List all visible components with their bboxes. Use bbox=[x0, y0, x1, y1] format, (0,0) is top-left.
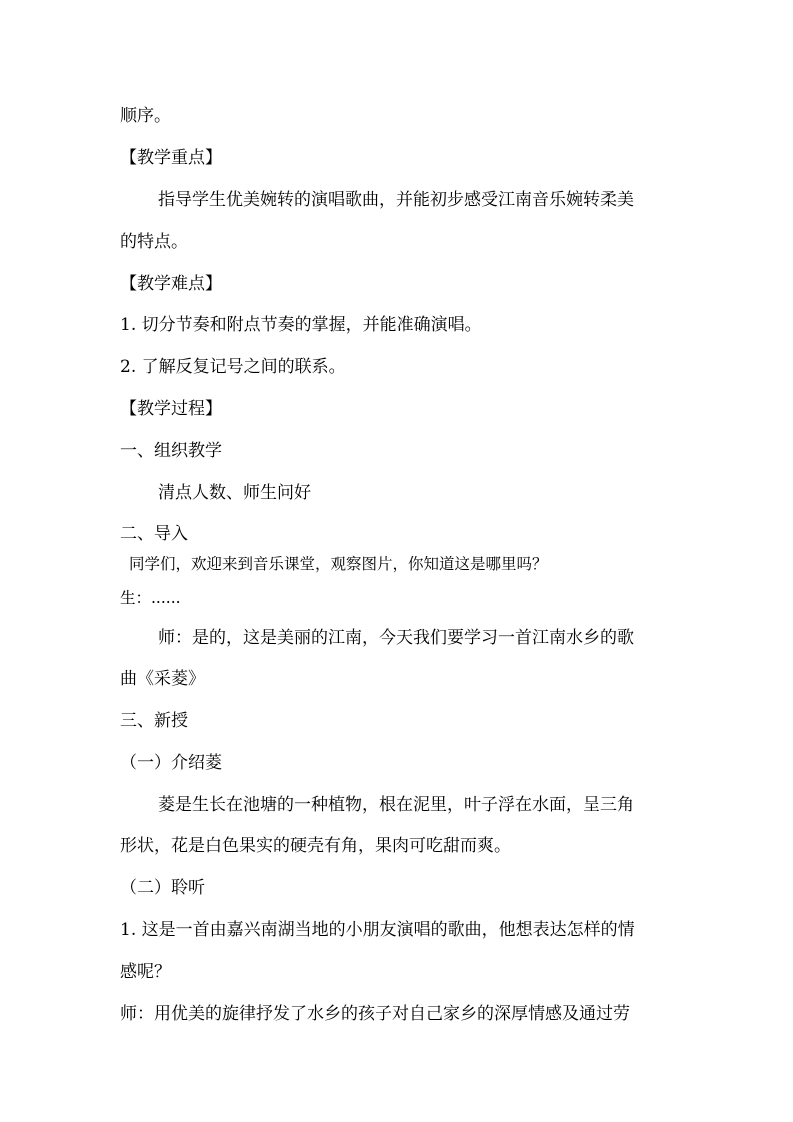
subsection-heading: （一）介绍菱 bbox=[120, 753, 222, 773]
paragraph-line: 生：...... bbox=[120, 589, 181, 607]
paragraph-line: 师：用优美的旋律抒发了水乡的孩子对自己家乡的深厚情感及通过劳 bbox=[120, 1004, 630, 1024]
subsection-heading: （二）聆听 bbox=[120, 878, 205, 898]
paragraph-line: 同学们，欢迎来到音乐课堂，观察图片，你知道这是哪里吗？ bbox=[129, 555, 548, 573]
paragraph-line: 的特点。 bbox=[120, 232, 188, 252]
subsection-heading: 三、新授 bbox=[120, 711, 188, 731]
subsection-heading: 二、导入 bbox=[120, 524, 188, 544]
list-item: 1. 切分节奏和附点节奏的掌握，并能准确演唱。 bbox=[120, 315, 482, 335]
paragraph-line: 师：是的，这是美丽的江南，今天我们要学习一首江南水乡的歌 bbox=[158, 628, 634, 648]
section-heading-key-points: 【教学重点】 bbox=[120, 148, 222, 168]
paragraph-line: 曲《采菱》 bbox=[120, 669, 205, 689]
list-item: 2. 了解反复记号之间的联系。 bbox=[120, 357, 346, 377]
paragraph-line: 菱是生长在池塘的一种植物，根在泥里，叶子浮在水面，呈三角 bbox=[158, 795, 634, 815]
paragraph-line: 指导学生优美婉转的演唱歌曲，并能初步感受江南音乐婉转柔美 bbox=[158, 190, 634, 210]
paragraph-line: 形状，花是白色果实的硬壳有角，果肉可吃甜而爽。 bbox=[120, 836, 511, 856]
paragraph-line: 顺序。 bbox=[120, 106, 171, 126]
paragraph-line: 清点人数、师生问好 bbox=[158, 483, 311, 503]
section-heading-difficulties: 【教学难点】 bbox=[120, 274, 222, 294]
list-item: 1. 这是一首由嘉兴南湖当地的小朋友演唱的歌曲，他想表达怎样的情 bbox=[120, 920, 635, 940]
paragraph-line: 感呢？ bbox=[120, 962, 171, 982]
subsection-heading: 一、组织教学 bbox=[120, 441, 222, 461]
section-heading-process: 【教学过程】 bbox=[120, 399, 222, 419]
